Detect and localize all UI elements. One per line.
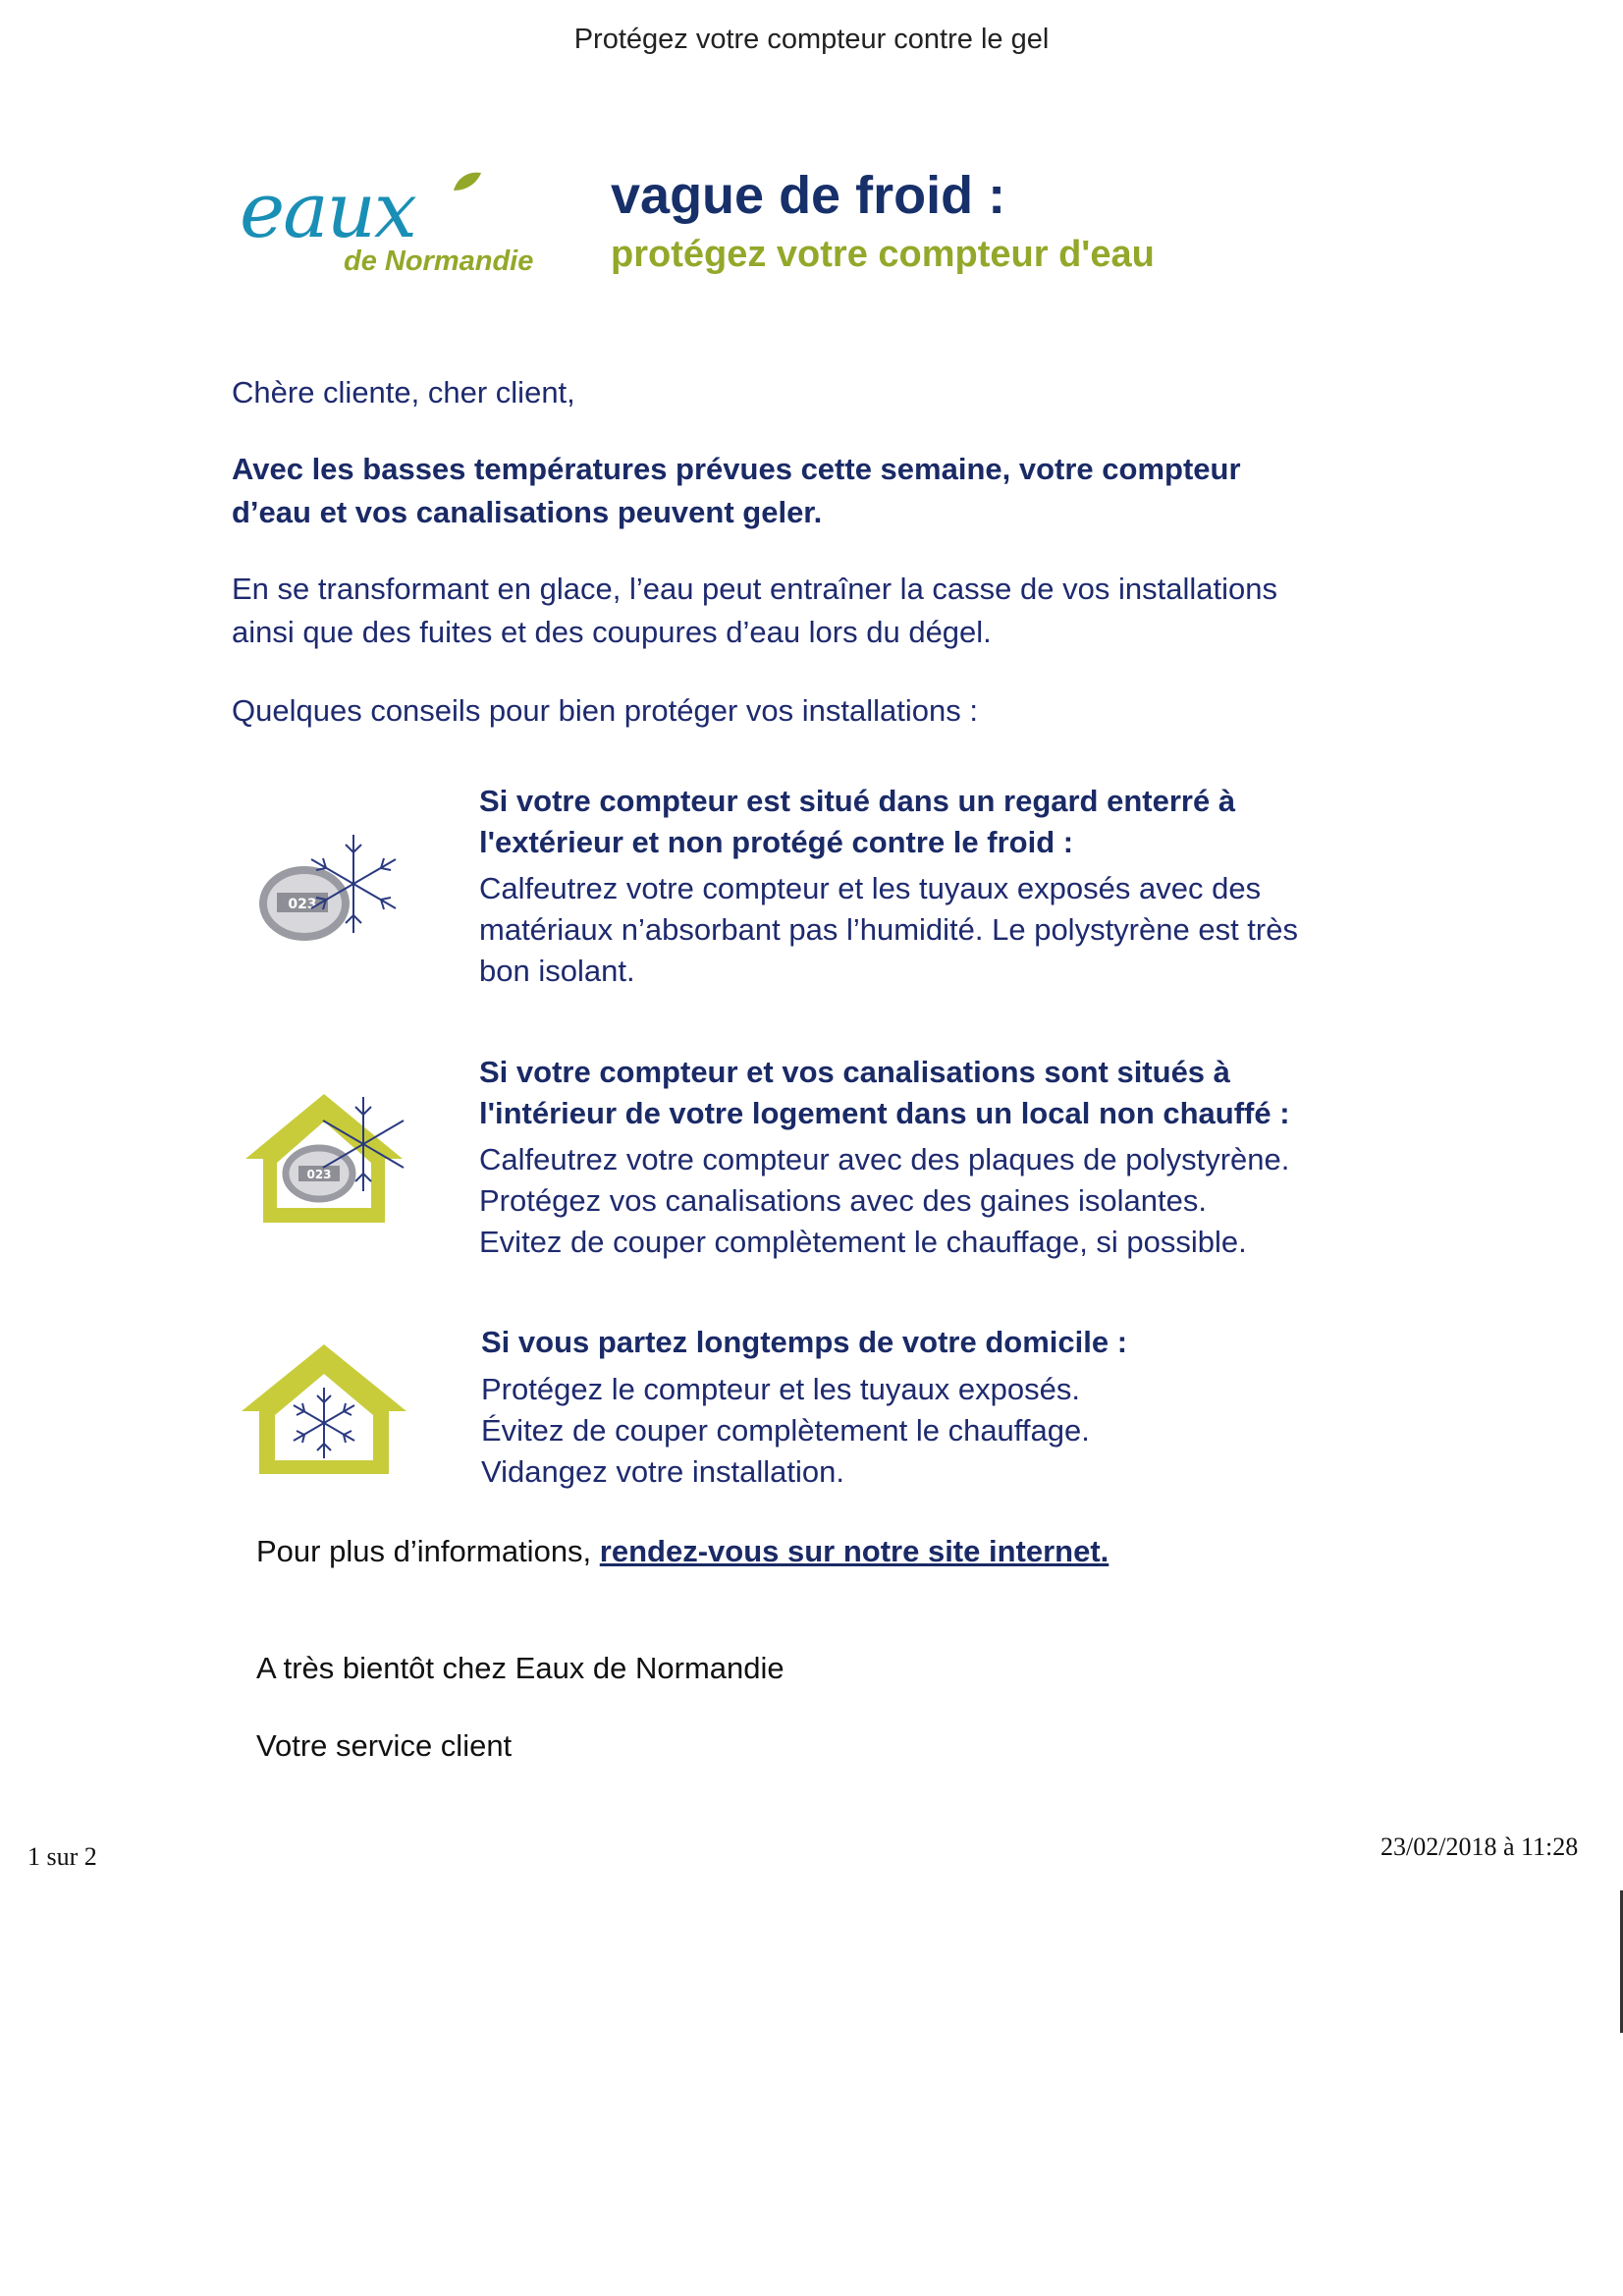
warning-line-1: Avec les basses températures prévues cette semaine, votre compteur — [232, 452, 1241, 486]
advice-intro: Quelques conseils pour bien protéger vos installations : — [232, 693, 978, 728]
svg-text:023: 023 — [306, 1168, 332, 1181]
tip-2-body-line-2: Protégez vos canalisations avec des gaines isolantes. — [479, 1183, 1207, 1218]
tip-3-body-line-3: Vidangez votre installation. — [481, 1454, 844, 1489]
logo-word: eaux — [240, 167, 415, 255]
page-number: 1 sur 2 — [27, 1842, 97, 1871]
svg-text:023: 023 — [288, 897, 317, 912]
page-title: vague de froid : — [611, 166, 1006, 225]
signature: Votre service client — [256, 1728, 513, 1763]
print-timestamp: 23/02/2018 à 11:28 — [1380, 1832, 1579, 1861]
house-snowflake-icon — [236, 1340, 412, 1478]
tip-3-title: Si vous partez longtemps de votre domicile : — [481, 1325, 1128, 1359]
tip-2-body-line-1: Calfeutrez votre compteur avec des plaques de polystyrène. — [479, 1142, 1290, 1176]
risk-line-2: ainsi que des fuites et des coupures d’eau lors du dégel. — [232, 615, 992, 649]
tip-2-title-line-2: l'intérieur de votre logement dans un local non chauffé : — [479, 1096, 1290, 1130]
meter-snowflake-icon — [245, 830, 422, 967]
website-link[interactable]: rendez-vous sur notre site internet. — [599, 1534, 1109, 1568]
tip-1-title-line-2: l'extérieur et non protégé contre le froid : — [479, 825, 1074, 859]
tip-1-body-line-1: Calfeutrez votre compteur et les tuyaux exposés avec des — [479, 871, 1262, 905]
greeting: Chère cliente, cher client, — [232, 375, 575, 410]
risk-line-1: En se transformant en glace, l’eau peut entraîner la casse de vos installations — [232, 572, 1277, 606]
leaf-icon — [452, 171, 483, 192]
tip-1-body-line-2: matériaux n’absorbant pas l’humidité. Le polystyrène est très — [479, 912, 1298, 947]
tip-3-body-line-2: Évitez de couper complètement le chauffage. — [481, 1413, 1090, 1448]
tip-2-title-line-1: Si votre compteur et vos canalisations sont situés à — [479, 1055, 1230, 1089]
warning-line-2: d’eau et vos canalisations peuvent geler. — [232, 495, 823, 529]
tip-1-title-line-1: Si votre compteur est situé dans un regard enterré à — [479, 784, 1236, 818]
farewell: A très bientôt chez Eaux de Normandie — [256, 1651, 784, 1685]
more-info-text: Pour plus d’informations, — [256, 1534, 600, 1568]
house-meter-snowflake-icon — [236, 1090, 412, 1228]
tip-1-body-line-3: bon isolant. — [479, 954, 635, 988]
page-subtitle: protégez votre compteur d'eau — [611, 234, 1155, 275]
logo-subtitle: de Normandie — [344, 246, 534, 277]
tip-3-body-line-1: Protégez le compteur et les tuyaux exposés. — [481, 1372, 1080, 1406]
more-info — [256, 1530, 1109, 1573]
eaux-de-normandie-logo — [236, 167, 560, 283]
tip-2-body-line-3: Evitez de couper complètement le chauffage, si possible. — [479, 1225, 1247, 1259]
print-header-title: Protégez votre compteur contre le gel — [573, 24, 1050, 55]
